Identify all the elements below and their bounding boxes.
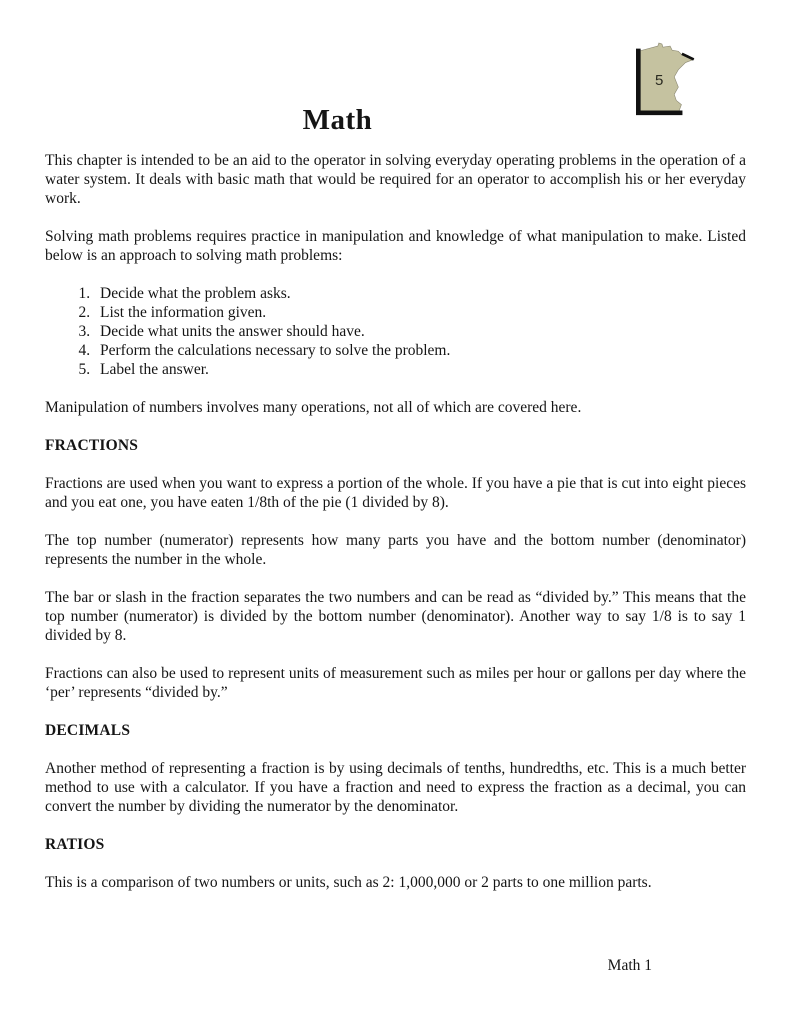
intro-paragraph-1: This chapter is intended to be an aid to the operator in solving everyday operating problems in the operation of a water system. It deals with basic math that would be required for an operator to accomplish his or her everyday work.	[45, 152, 746, 207]
page-number: Math 1	[607, 957, 652, 974]
fractions-paragraph-1: Fractions are used when you want to express a portion of the whole. If you have a pie that is cut into eight pieces and you eat one, you have eaten 1/8th of the pie (1 divided by 8).	[45, 475, 746, 511]
section-heading-ratios: RATIOS	[45, 836, 105, 853]
manipulation-note-paragraph: Manipulation of numbers involves many operations, not all of which are covered here.	[45, 399, 582, 416]
section-heading-decimals: DECIMALS	[45, 722, 131, 739]
list-item: 3. Decide what units the answer should have.	[94, 322, 746, 341]
page-title: Math	[302, 104, 373, 136]
list-item: 2. List the information given.	[94, 303, 746, 322]
problem-solving-steps-list	[45, 284, 746, 379]
document-page	[45, 0, 746, 911]
region-number-label: 5	[655, 72, 664, 89]
intro-paragraph-2: Solving math problems requires practice in manipulation and knowledge of what manipulation to make. Listed below is an approach to solving math problems:	[45, 228, 746, 264]
list-item: 5. Label the answer.	[94, 360, 746, 379]
list-item: 1. Decide what the problem asks.	[94, 284, 746, 303]
fractions-paragraph-4: Fractions can also be used to represent units of measurement such as miles per hour or gallons per day where the ‘per’ represents “divided by.”	[45, 665, 746, 701]
section-heading-fractions: FRACTIONS	[45, 437, 139, 454]
ratios-paragraph-1: This is a comparison of two numbers or units, such as 2: 1,000,000 or 2 parts to one million parts.	[45, 874, 652, 891]
list-item: 4. Perform the calculations necessary to solve the problem.	[94, 341, 746, 360]
fractions-paragraph-2: The top number (numerator) represents how many parts you have and the bottom number (denominator) represents the number in the whole.	[45, 532, 746, 568]
fractions-paragraph-3: The bar or slash in the fraction separates the two numbers and can be read as “divided by.” This means that the top number (numerator) is divided by the bottom number (denominator). Another way to say 1/8 is to say 1 divided by 8.	[45, 589, 746, 644]
decimals-paragraph-1: Another method of representing a fraction is by using decimals of tenths, hundredths, etc. This is a much better method to use with a calculator. If you have a fraction and need to express the fraction as a decimal, you can convert the number by dividing the numerator by the denominator.	[45, 760, 746, 815]
